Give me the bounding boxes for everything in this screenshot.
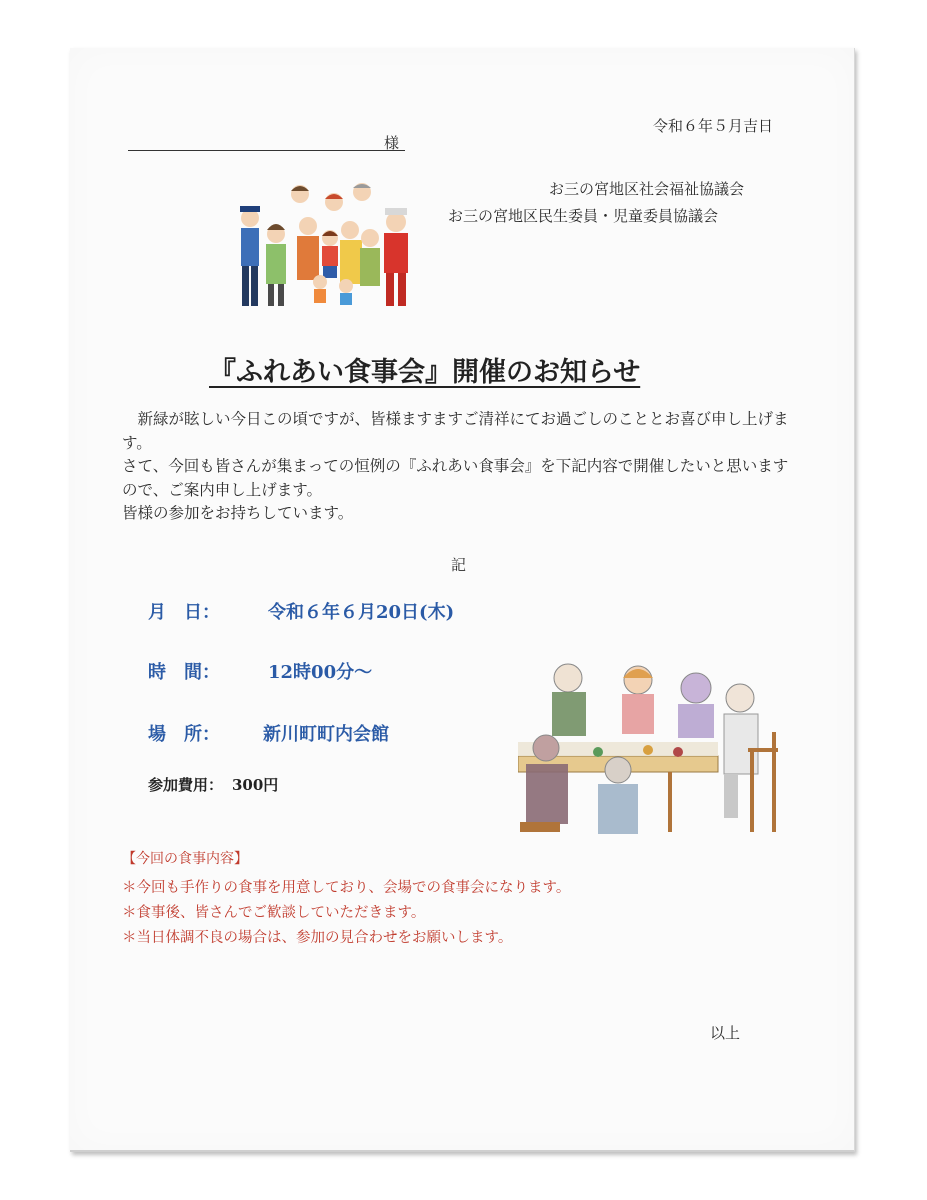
place-value: 新川町町内会館 [263,724,389,745]
dining-illustration [518,652,788,834]
page-title: 『ふれあい食事会』開催のお知らせ [209,357,641,388]
content-heading: 【今回の食事内容】 [122,851,248,867]
addressee-suffix: 様 [384,134,400,152]
fee-value: 300円 [232,776,279,794]
time-label: 時 間： [148,662,220,683]
organization-2: お三の宮地区民生委員・児童委員協議会 [448,207,719,225]
place-label: 場 所： [148,724,220,745]
addressee-line [128,150,405,151]
date-value: 令和６年６月20日(木) [268,602,455,623]
community-group-illustration [228,178,428,313]
body-paragraph-1: 新緑が眩しい今日この頃ですが、皆様ますますご清祥にてお過ごしのこととお喜び申し上げます。 [122,410,789,452]
body-paragraph-2: さて、今回も皆さんが集まっての恒例の『ふれあい食事会』を下記内容で開催したいと思いますので、ご案内申し上げます。 [122,457,789,499]
body-paragraph-3: 皆様の参加をお持ちしています。 [122,504,354,522]
ki-marker: 記 [451,556,467,574]
organization-1: お三の宮地区社会福祉協議会 [549,180,745,198]
content-item-2: ＊食事後、皆さんでご歓談していただきます。 [122,905,426,921]
fee-label: 参加費用： [148,776,224,794]
date-label: 月 日： [148,602,220,623]
greeting-body [122,408,802,526]
content-item-1: ＊今回も手作りの食事を用意しており、会場での食事会になります。 [122,880,571,896]
closing-mark: 以上 [710,1024,741,1042]
notice-paper [70,48,855,1152]
content-item-3: ＊当日体調不良の場合は、参加の見合わせをお願いします。 [122,930,513,946]
time-value: 12時00分～ [268,662,373,683]
issue-date: 令和６年５月吉日 [653,117,774,135]
